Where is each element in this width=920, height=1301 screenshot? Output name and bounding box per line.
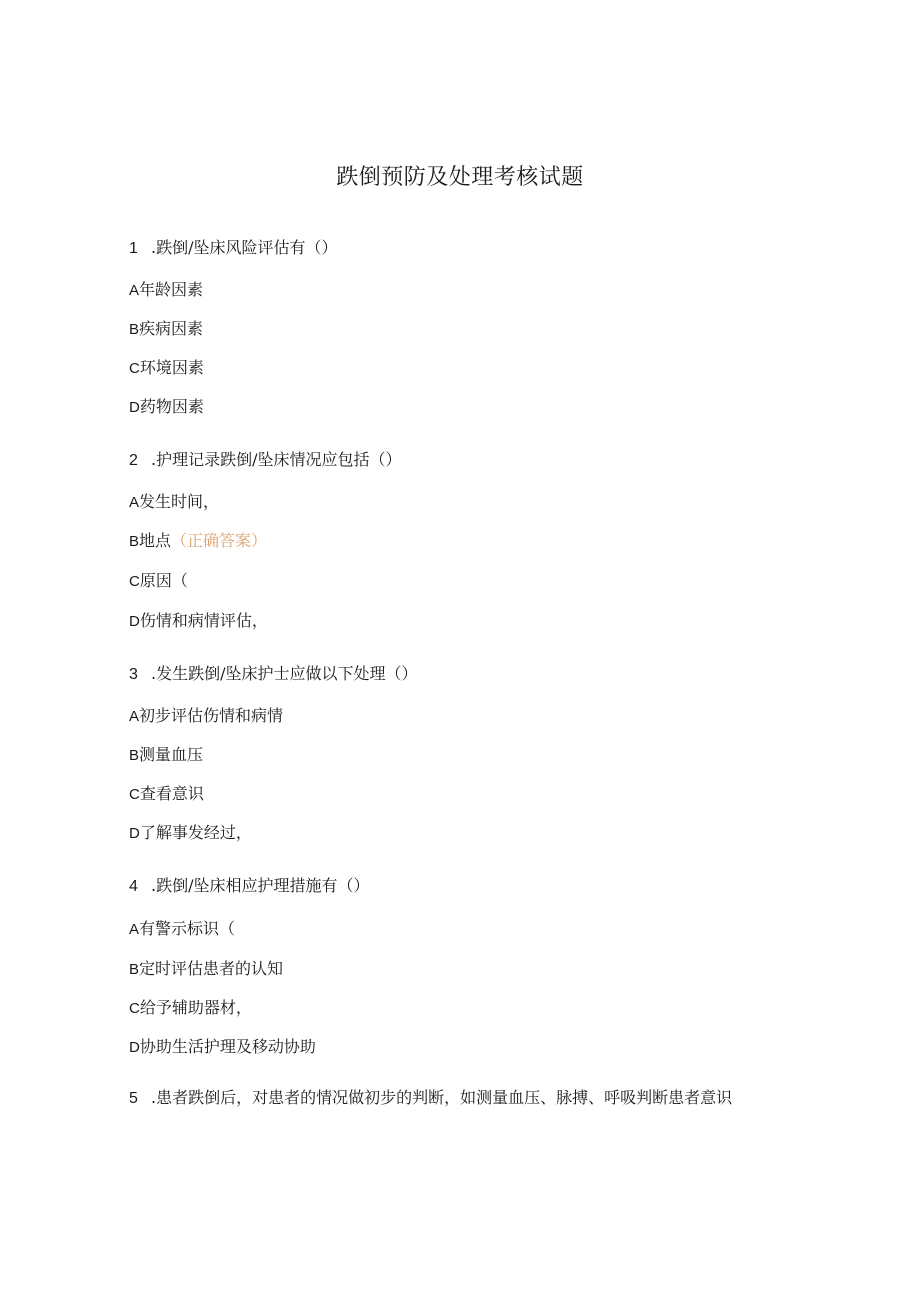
question-text: .跌倒/坠床相应护理措施有（） <box>151 876 370 895</box>
question-text: .护理记录跌倒/坠床情况应包括（） <box>151 450 402 469</box>
option-letter: B <box>129 533 140 550</box>
question-number: 4 <box>129 878 138 895</box>
option-text: 测量血压 <box>139 745 204 764</box>
option-text: 地点 <box>139 531 172 550</box>
option-letter: B <box>129 961 140 978</box>
option-1d <box>129 396 204 419</box>
option-3a <box>129 705 283 728</box>
option-2d <box>129 610 268 633</box>
question-2 <box>129 449 401 472</box>
option-letter: C <box>129 573 140 590</box>
option-4a <box>129 918 235 941</box>
option-letter: D <box>129 613 140 630</box>
option-4c <box>129 997 252 1020</box>
option-4b <box>129 958 283 981</box>
option-text: 发生时间， <box>139 492 220 511</box>
question-number: 2 <box>129 452 138 469</box>
option-letter: D <box>129 825 140 842</box>
option-text: 疾病因素 <box>139 319 204 338</box>
option-text: 定时评估患者的认知 <box>139 959 284 978</box>
option-letter: A <box>129 708 140 725</box>
option-text: 环境因素 <box>139 358 204 377</box>
question-5 <box>129 1087 732 1110</box>
page-title: 跌倒预防及处理考核试题 <box>336 165 584 190</box>
option-letter: B <box>129 747 140 764</box>
question-number: 3 <box>129 666 138 683</box>
option-text: 伤情和病情评估， <box>139 611 268 630</box>
option-3c <box>129 783 204 806</box>
option-text: 查看意识 <box>139 784 204 803</box>
option-2c <box>129 570 188 593</box>
option-text: 协助生活护理及移动协助 <box>139 1037 316 1056</box>
option-letter: A <box>129 282 140 299</box>
option-text: 初步评估伤情和病情 <box>139 706 284 725</box>
option-letter: C <box>129 786 140 803</box>
option-4d <box>129 1036 316 1059</box>
option-text: 药物因素 <box>139 397 204 416</box>
question-number: 5 <box>129 1090 138 1107</box>
option-letter: C <box>129 1000 140 1017</box>
option-1b <box>129 318 203 341</box>
option-2a <box>129 491 219 514</box>
question-text: .跌倒/坠床风险评估有（） <box>151 238 338 257</box>
question-text: .发生跌倒/坠床护士应做以下处理（） <box>151 664 418 683</box>
question-4 <box>129 875 369 898</box>
option-text: 了解事发经过， <box>139 823 252 842</box>
option-text: 原因（ <box>139 571 188 590</box>
option-letter: C <box>129 360 140 377</box>
option-letter: B <box>129 321 140 338</box>
option-letter: D <box>129 1039 140 1056</box>
question-text: .患者跌倒后，对患者的情况做初步的判断，如测量血压、脉搏、呼吸判断患者意识 <box>151 1088 733 1107</box>
option-1c <box>129 357 204 380</box>
option-letter: A <box>129 921 140 938</box>
option-3b <box>129 744 203 767</box>
option-letter: A <box>129 494 140 511</box>
option-2b <box>129 530 267 553</box>
option-3d <box>129 822 252 845</box>
correct-answer-note: （正确答案） <box>171 531 268 550</box>
option-1a <box>129 279 203 302</box>
option-text: 给予辅助器材， <box>139 998 252 1017</box>
option-text: 有警示标识（ <box>139 919 236 938</box>
question-1 <box>129 237 337 260</box>
question-number: 1 <box>129 240 138 257</box>
question-3 <box>129 663 417 686</box>
option-letter: D <box>129 399 140 416</box>
option-text: 年龄因素 <box>139 280 204 299</box>
